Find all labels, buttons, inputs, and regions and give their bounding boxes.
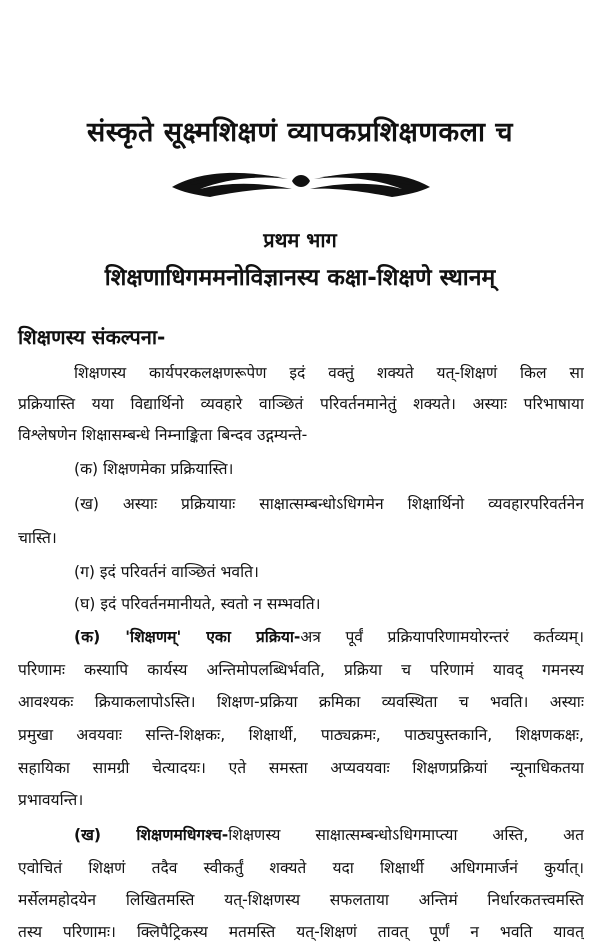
text-line: परिणामः कस्यापि कार्यस्य अन्तिमोपलब्धिर्भवति, प्रक्रिया च परिणामं यावद् गमनस्य [18,661,584,679]
text-line: चास्ति। [18,529,57,547]
text-line: आवश्यकः क्रियाकलापोऽस्ति। शिक्षण-प्रक्रिया क्रमिका व्यवस्थिता च भवति। अस्याः [18,693,584,711]
part-label: प्रथम भाग [263,228,337,252]
text-line: प्रमुखा अवयवाः सन्ति-शिक्षकः, शिक्षार्थी, पाठ्यक्रमः, पाठ्यपुस्तकानि, शिक्षणकक्षः, [18,726,584,744]
text-run: शिक्षणस्य साक्षात्सम्बन्धोऽधिगमाप्त्या अस्ति, अत [228,826,584,844]
text-line: (ग) इदं परिवर्तनं वाञ्छितं भवति। [74,563,259,581]
subsection-heading: (ख) शिक्षणमधिगश्च- [74,826,229,844]
text-line [74,627,584,647]
text-line: (ख) अस्याः प्रक्रियायाः साक्षात्सम्बन्धोऽधिगमेन शिक्षार्थिनो व्यवहारपरिवर्तनेन [74,495,584,513]
text-line: (क) शिक्षणमेका प्रक्रियास्ति। [74,460,234,478]
text-line: तस्य परिणामः। क्लिपैट्रिकस्य मतमस्ति यत्-शिक्षणं तावत् पूर्णं न भवति यावत् [18,923,584,941]
text-line: शिक्षणस्य कार्यपरकलक्षणरूपेण इदं वक्तुं शक्यते यत्-शिक्षणं किल सा [74,364,584,382]
chapter-title: संस्कृते सूक्ष्मशिक्षणं व्यापकप्रशिक्षणकला च [87,117,513,148]
text-line: मर्सेलमहोदयेन लिखितमस्ति यत्-शिक्षणस्य सफलताया अन्तिमं निर्धारकतत्त्वमस्ति [18,891,584,909]
text-run: अत्र पूर्वं प्रक्रियापरिणामयोरन्तरं कर्तव्यम्। [300,628,584,646]
text-line: विश्लेषणेन शिक्षासम्बन्धे निम्नाङ्किता बिन्दव उद्गम्यन्ते- [18,426,308,444]
subsection-heading: (क) 'शिक्षणम्' एका प्रक्रिया- [74,628,301,646]
section-subtitle: शिक्षणाधिगममनोविज्ञानस्य कक्षा-शिक्षणे स्थानम् [104,265,496,291]
text-line: (घ) इदं परिवर्तनमानीयते, स्वतो न सम्भवति। [74,595,321,613]
text-line: प्रभावयन्ति। [18,791,84,809]
text-line: प्रक्रियास्ति यया विद्यार्थिनो व्यवहारे वाञ्छितं परिवर्तनमानेतुं शक्यते। अस्याः परिभाषाया [18,395,584,413]
text-line [74,825,584,845]
ornament-divider-icon [170,165,432,199]
section-heading: शिक्षणस्य संकल्पना- [18,325,166,349]
text-line: एवोचितं शिक्षणं तदैव स्वीकर्तुं शक्यते यदा शिक्षार्थी अधिगमार्जनं कुर्यात्। [18,859,584,877]
text-line: सहायिका सामग्री चेत्यादयः। एते समस्ता अप्यवयवाः शिक्षणप्रक्रियां न्यूनाधिकतया [18,759,584,777]
